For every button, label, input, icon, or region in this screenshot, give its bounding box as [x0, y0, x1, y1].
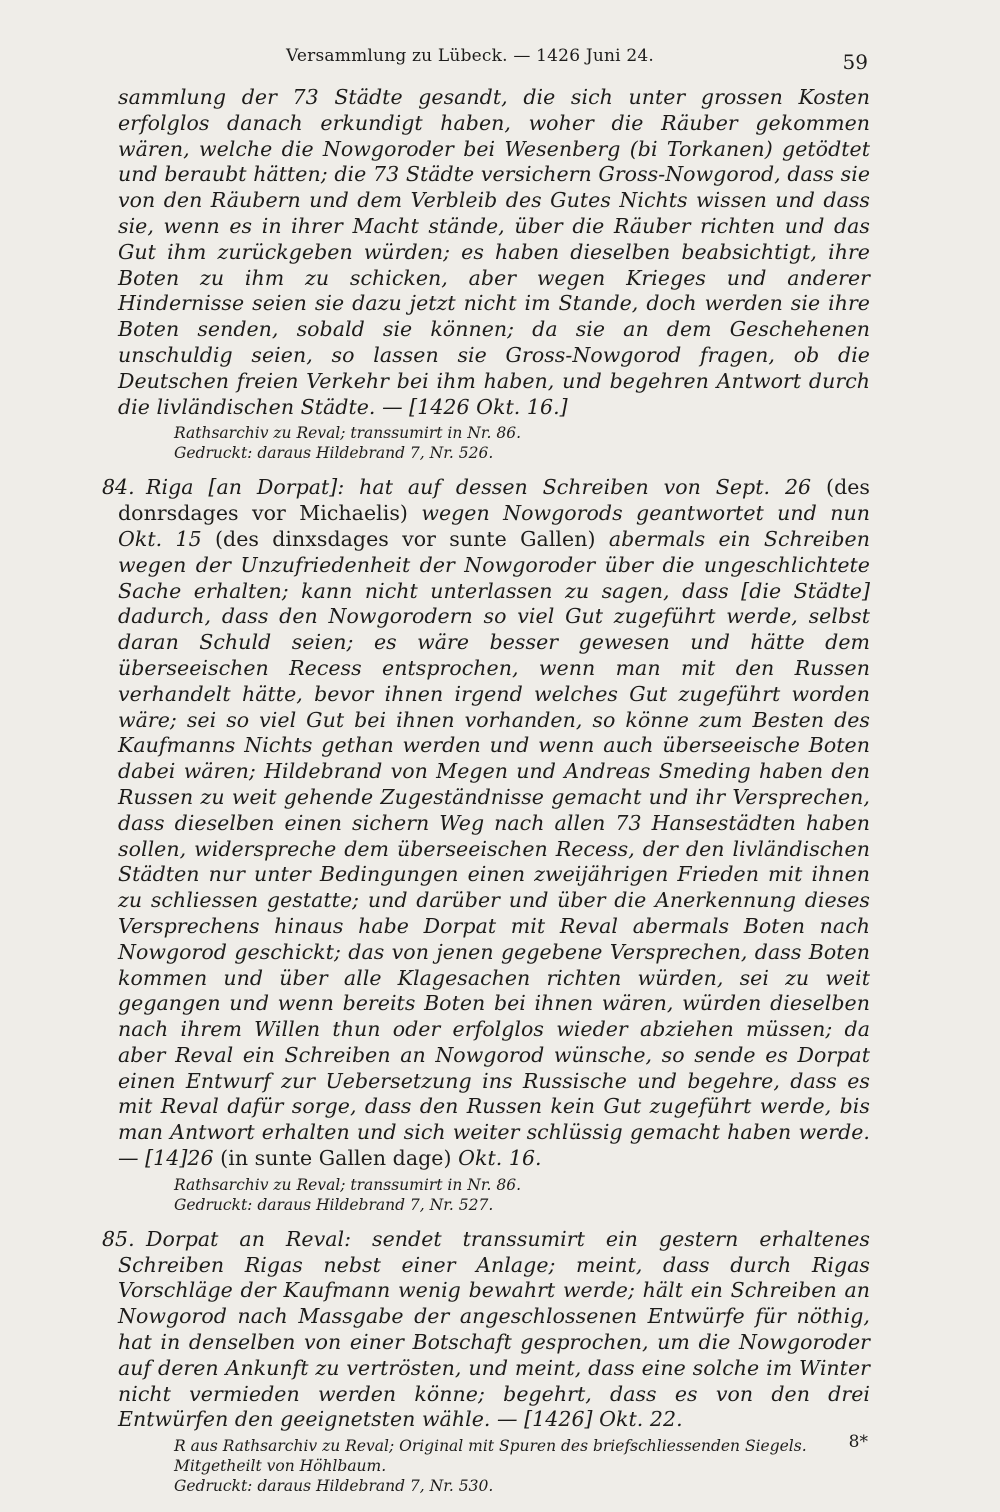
printed-note: Gedruckt: daraus Hildebrand 7, Nr. 527.: [174, 1195, 494, 1214]
signature-mark: 8*: [848, 1432, 868, 1452]
running-head: [118, 40, 870, 74]
entry-85: [102, 1226, 870, 1496]
entry-text: Dorpat an Reval: sendet transsumirt ein gestern erhaltenes Schreiben Rigas nebst einer Anlage; meint, dass durch Rigas Vorschläge der Kaufmann wenig bewahrt werde; hält ein Schreiben an Nowgorod nach Massgabe der angeschlossenen Entwürfe für nöthig, hat in denselben von einer Botschaft gesprochen, um die Nowgoroder auf deren Ankunft zu vertrösten, und meint, dass eine solche im Winter nicht vermieden werden könne; begehrt, dass es von den drei Entwürfen den geeignetsten wähle. — [1426] Okt. 22.: [118, 1226, 870, 1432]
source-note: R aus Rathsarchiv zu Reval; Original mit Spuren des briefschliessenden Siegels.: [174, 1437, 807, 1456]
printed-note: Gedruckt: daraus Hildebrand 7, Nr. 526.: [174, 444, 494, 463]
entry-text: [118, 475, 870, 1172]
entry-date-gloss: (des donrsdages vor Michaelis): [118, 475, 870, 526]
entry-text-part: Okt. 16.: [458, 1146, 542, 1171]
entry-84-sources: [118, 1175, 870, 1215]
running-title: Versammlung zu Lübeck. — 1426 Juni 24.: [286, 46, 655, 66]
continuation-entry: [118, 85, 870, 463]
entry-84: [102, 475, 870, 1215]
source-note: Rathsarchiv zu Reval; transsumirt in Nr. 86.: [174, 1175, 522, 1194]
entry-number: 85.: [102, 1226, 135, 1251]
source-note: Rathsarchiv zu Reval; transsumirt in Nr. 86.: [174, 424, 522, 443]
continuation-sources: [118, 423, 870, 463]
continuation-text: sammlung der 73 Städte gesandt, die sich unter grossen Kosten erfolglos danach erkundigt haben, woher die Räuber gekommen wären, welche die Nowgoroder bei Wesenberg (bi Torkanen) getödtet und beraubt hätten; die 73 Städte versichern Gross-Nowgorod, dass sie von den Räubern und dem Verbleib des Gutes Nichts wissen und dass sie, wenn es in ihrer Macht stände, über die Räuber richten und das Gut ihm zurückgeben würden; es haben dieselben beabsichtigt, ihre Boten zu ihm zu schicken, aber wegen Krieges und anderer Hindernisse seien sie dazu jetzt nicht im Stande, doch werden sie ihre Boten senden, sobald sie können; da sie an dem Geschehenen unschuldig seien, so lassen sie Gross-Nowgorod fragen, ob die Deutschen freien Verkehr bei ihm haben, und begehren Antwort durch die livländischen Städte. — [1426 Okt. 16.]: [118, 85, 870, 419]
entry-text-part: abermals ein Schreiben wegen der Unzufriedenheit der Nowgoroder über die ungeschlichtete Sache erhalten; kann nicht unterlassen zu sagen, dass [die Städte] dadurch, dass den Nowgorodern so viel Gut zugeführt werde, selbst daran Schuld seien; es wäre besser gewesen und hätte dem überseeischen Recess entsprochen, wenn man mit den Russen verhandelt hätte, bevor ihnen irgend welches Gut zugeführt worden wäre; sei so viel Gut bei ihnen vorhanden, so könne zum Besten des Kaufmanns Nichts gethan werden und wenn auch überseeische Boten dabei wären; Hildebrand von Megen und Andreas Smeding haben den Russen zu weit gehende Zugeständnisse gemacht und ihr Versprechen, dass dieselben einen sichern Weg nach allen 73 Hansestädten haben sollen, widerspreche dem überseeischen Recess, der den livländischen Städten nur unter Bedingungen einen zweijährigen Frieden mit ihnen zu schliessen gestatte; und darüber und über die Anerkennung dieses Versprechens hinaus habe Dorpat mit Reval abermals Boten nach Nowgorod geschickt; das von jenen gegebene Versprechen, dass Boten kommen und über alle Klagesachen richten würden, sei zu weit gegangen und wenn bereits Boten bei ihnen wären, würden dieselben nach ihrem Willen thun oder erfolglos wieder abziehen müssen; da aber Reval ein Schreiben an Nowgorod wünsche, so sende es Dorpat einen Entwurf zur Uebersetzung ins Russische und begehre, dass es mit Reval dafür sorge, dass den Russen kein Gut zugeführt werde, bis man Antwort erhalten und sich weiter schlüssig gemacht haben werde. — [14]26: [118, 526, 870, 1171]
entry-number: 84.: [102, 475, 135, 500]
communicated-note: Mitgetheilt von Höhlbaum.: [174, 1457, 387, 1476]
printed-note: Gedruckt: daraus Hildebrand 7, Nr. 530.: [174, 1477, 494, 1496]
entry-date-gloss: (des dinxsdages vor sunte Gallen): [214, 526, 596, 551]
page-body: [102, 85, 870, 1496]
entry-text-part: wegen Nowgorods geantwortet und nun Okt. 15: [118, 501, 870, 551]
entry-85-sources: [118, 1436, 870, 1496]
entry-text-part: Riga [an Dorpat]: hat auf dessen Schreiben von Sept. 26: [146, 475, 812, 500]
page-number: 59: [842, 50, 868, 74]
entry-date-gloss: (in sunte Gallen dage): [220, 1146, 452, 1171]
